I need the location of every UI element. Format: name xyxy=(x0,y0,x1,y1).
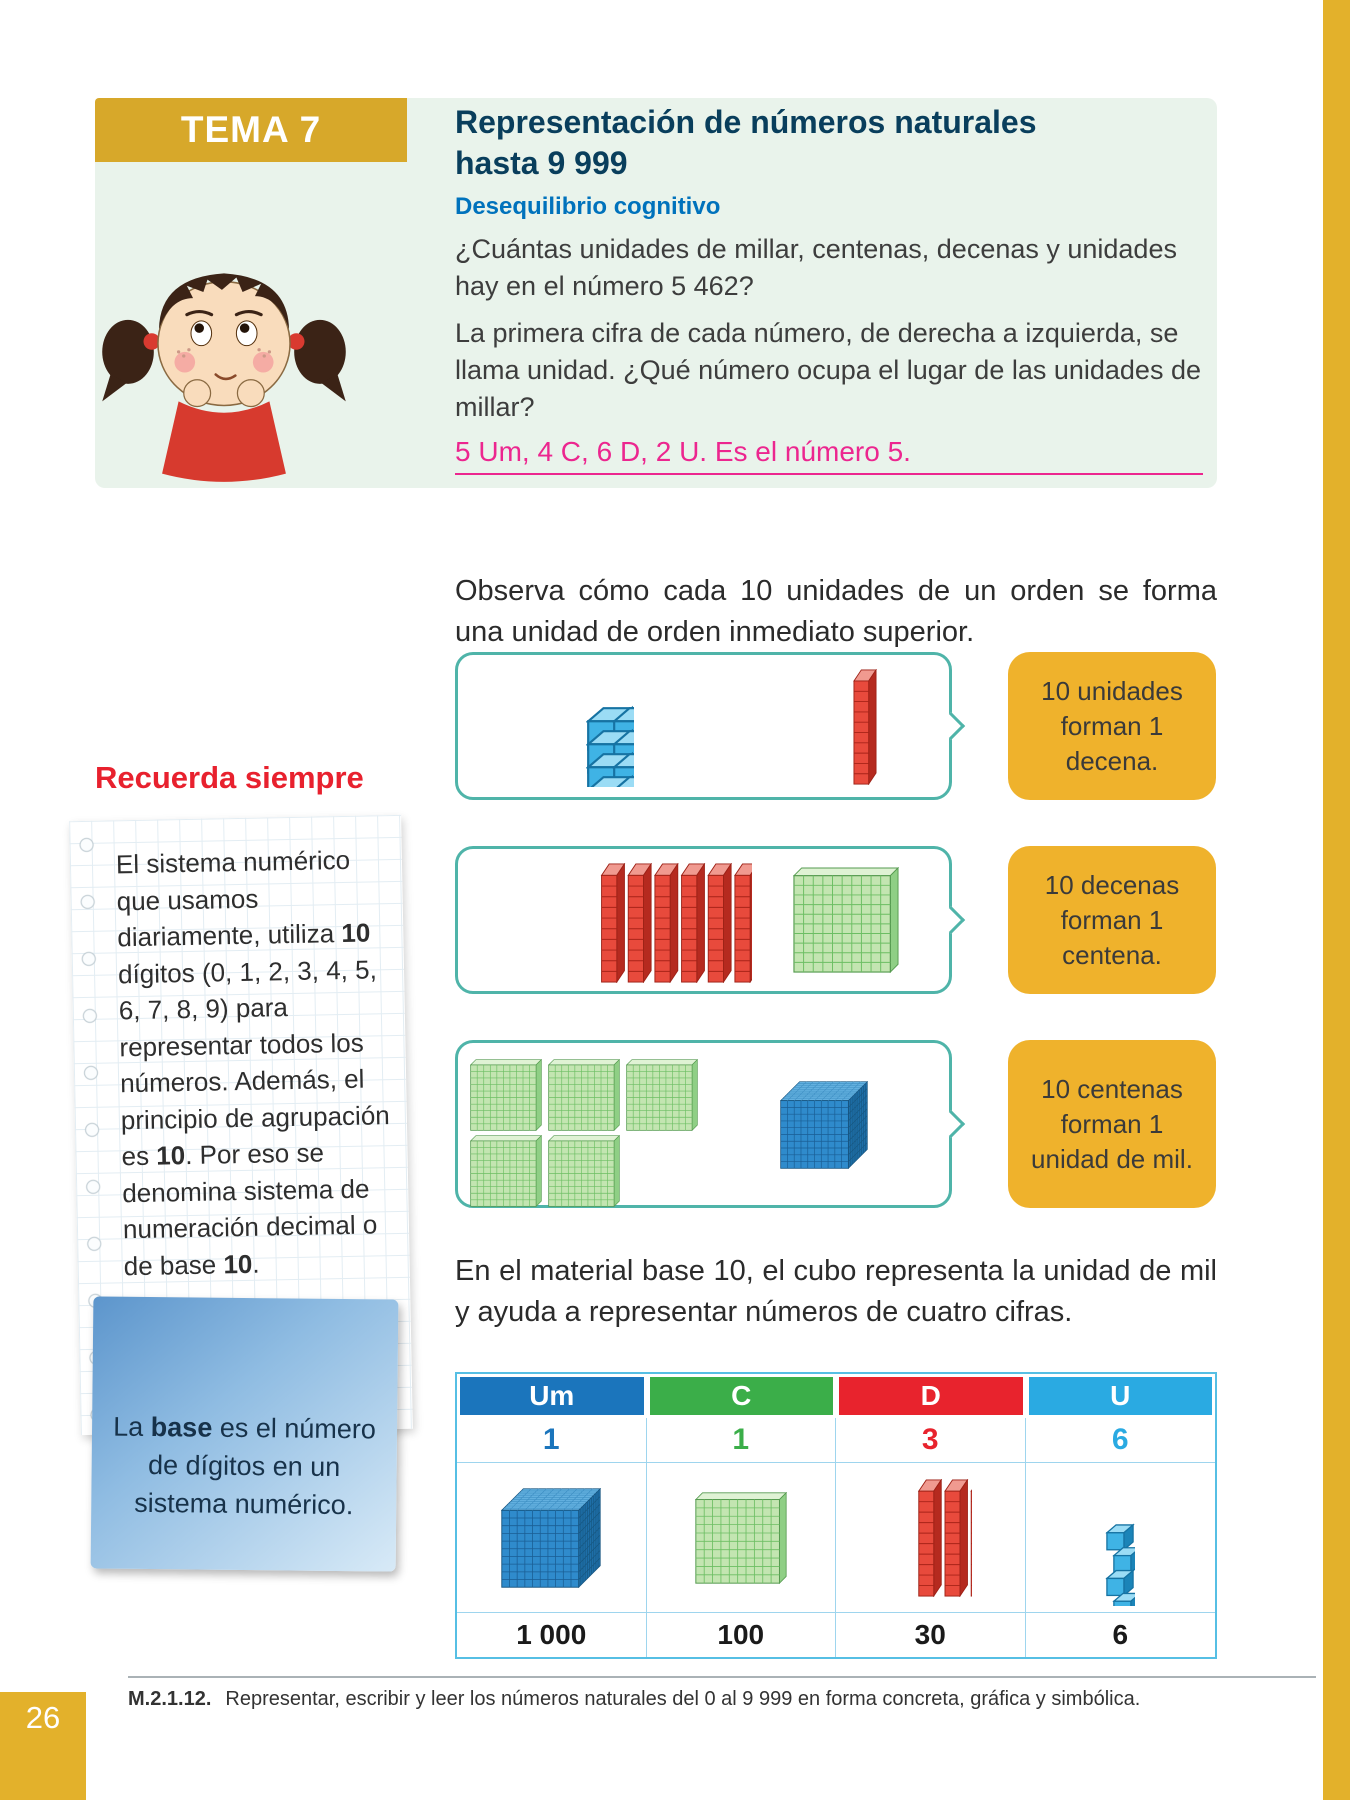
note-text: El sistema numérico que usamos diariamente, utiliza 10 dígitos (0, 1, 2, 3, 4, 5, 6, 7, 8, 9) para representar todos los números. Además, el principio de agrupación es 10. Por eso se denomina sistema de numeración decimal o de base 10. xyxy=(115,844,390,1281)
tema-label: TEMA 7 xyxy=(180,109,322,150)
graphic-cell-d xyxy=(836,1463,1026,1613)
callout-hundreds-to-thousand: 10 centenas forman 1 unidad de mil. xyxy=(1008,1040,1216,1208)
question-2: La primera cifra de cada número, de derecha a izquierda, se llama unidad. ¿Qué número ocupa el lugar de las unidades de millar? xyxy=(455,318,1201,422)
footer-divider xyxy=(128,1676,1316,1678)
tens-rods-graphic xyxy=(474,863,752,983)
digit-d: 3 xyxy=(836,1418,1026,1463)
unit-cubes-graphic xyxy=(586,673,634,787)
tens-rods-graphic xyxy=(888,1479,972,1597)
hundred-flat-icon xyxy=(793,867,899,973)
callout-tens-to-hundred: 10 decenas forman 1 centena. xyxy=(1008,846,1216,994)
tens-rod-icon xyxy=(853,669,877,785)
table-digits-row xyxy=(457,1418,1215,1463)
girl-illustration xyxy=(100,228,348,486)
page-title: Representación de números naturales hasta 9 999 xyxy=(455,104,1037,181)
header-cell-d: D xyxy=(836,1374,1026,1418)
hundred-flat-icon xyxy=(626,1059,698,1131)
header-content xyxy=(455,102,1203,475)
handwritten-answer: 5 Um, 4 C, 6 D, 2 U. Es el número 5. xyxy=(455,436,1203,475)
place-value-table xyxy=(455,1372,1217,1659)
sticky-note xyxy=(91,1296,399,1571)
table-graphics-row xyxy=(457,1463,1215,1613)
speech-pointer xyxy=(937,712,965,740)
digit-c: 1 xyxy=(647,1418,837,1463)
base10-box-units xyxy=(455,652,952,800)
remember-heading: Recuerda siempre xyxy=(95,760,364,795)
thousand-cube-icon xyxy=(780,1081,868,1169)
page-edge-strip xyxy=(1323,0,1350,1800)
page-number: 26 xyxy=(25,1700,61,1735)
digit-u: 6 xyxy=(1026,1418,1216,1463)
speech-pointer xyxy=(937,1110,965,1138)
base10-box-tens xyxy=(455,846,952,994)
hundred-flat-icon xyxy=(548,1135,620,1207)
callout-units-to-ten: 10 unidades forman 1 decena. xyxy=(1008,652,1216,800)
intro-paragraph: Observa cómo cada 10 unidades de un orden se forma una unidad de orden inmediato superior. xyxy=(455,575,1217,648)
unit-cubes-graphic xyxy=(1105,1470,1135,1606)
thousand-cube-icon xyxy=(501,1488,601,1588)
hundred-flat-icon xyxy=(470,1059,542,1131)
digit-um: 1 xyxy=(457,1418,647,1463)
page-number-block xyxy=(0,1692,86,1800)
value-um: 1 000 xyxy=(457,1613,647,1657)
speech-pointer xyxy=(937,906,965,934)
graphic-cell-u xyxy=(1026,1463,1216,1613)
base10-paragraph: En el material base 10, el cubo representa la unidad de mil y ayuda a representar números de cuatro cifras. xyxy=(455,1255,1217,1328)
sticky-note-text: La base es el número de dígitos en un sistema numérico. xyxy=(113,1411,377,1521)
header-cell-u: U xyxy=(1026,1374,1216,1418)
hundred-flat-icon xyxy=(695,1492,787,1584)
table-values-row xyxy=(457,1613,1215,1657)
hundred-flat-icon xyxy=(548,1059,620,1131)
table-header-row xyxy=(457,1374,1215,1418)
value-u: 6 xyxy=(1112,1619,1129,1650)
graphic-cell-c xyxy=(647,1463,837,1613)
header-cell-c: C xyxy=(647,1374,837,1418)
curriculum-standard: M.2.1.12. Representar, escribir y leer los números naturales del 0 al 9 999 en forma concreta, gráfica y simbólica. xyxy=(128,1688,1141,1710)
value-d: 30 xyxy=(836,1613,1026,1657)
value-c: 100 xyxy=(647,1613,837,1657)
question-1: ¿Cuántas unidades de millar, centenas, decenas y unidades hay en el número 5 462? xyxy=(455,234,1177,301)
section-subtitle: Desequilibrio cognitivo xyxy=(455,193,721,220)
tema-banner xyxy=(95,98,407,162)
hundred-flat-icon xyxy=(470,1135,542,1207)
standard-code: M.2.1.12. xyxy=(128,1688,212,1710)
graphic-cell-um xyxy=(457,1463,647,1613)
base10-box-hundreds xyxy=(455,1040,952,1208)
header-cell-um: Um xyxy=(457,1374,647,1418)
